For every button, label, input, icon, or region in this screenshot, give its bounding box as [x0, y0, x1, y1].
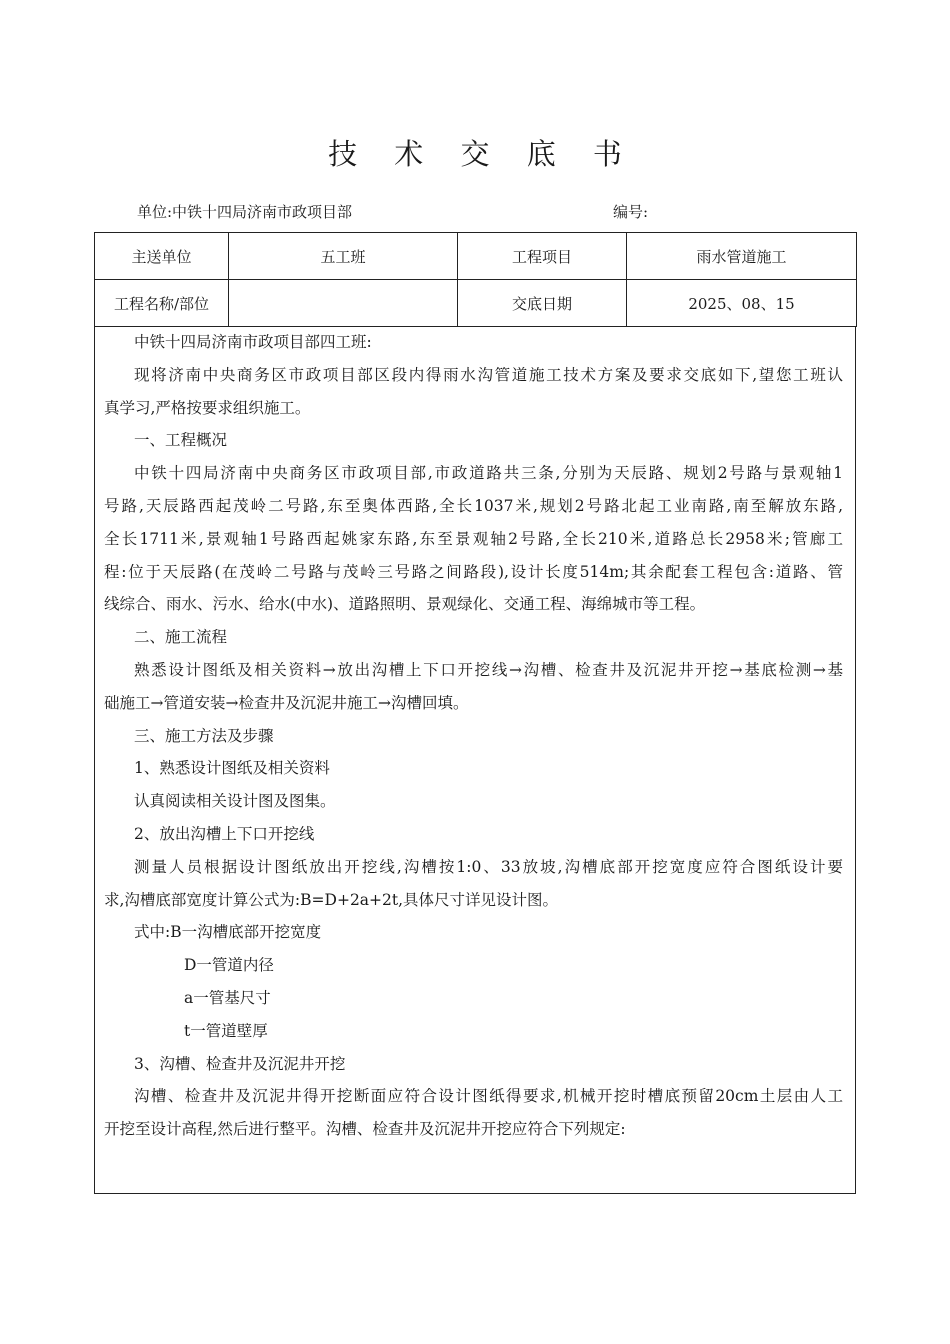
section-heading: 一、工程概况 [134, 431, 228, 450]
paragraph-line: 程:位于天辰路(在茂岭二号路与茂岭三号路之间路段),设计长度514m;其余配套工程包含:道路、管 [104, 562, 843, 581]
step-heading: 3、沟槽、检查井及沉泥井开挖 [134, 1054, 346, 1073]
project-label: 工程项目 [458, 233, 627, 280]
paragraph-line: 中铁十四局济南中央商务区市政项目部,市政道路共三条,分别为天辰路、规划2号路与景观轴1 [134, 464, 843, 483]
document-title: 技 术 交 底 书 [328, 137, 636, 171]
recipient-label: 主送单位 [95, 233, 229, 280]
work-name-value [229, 280, 458, 327]
date-label: 交底日期 [458, 280, 627, 327]
formula-line: a一管基尺寸 [184, 988, 271, 1007]
info-table [94, 232, 857, 327]
date-value: 2025、08、15 [627, 280, 857, 327]
paragraph-line: 真学习,严格按要求组织施工。 [104, 398, 311, 417]
work-name-label: 工程名称/部位 [95, 280, 229, 327]
formula-line: 式中:B一沟槽底部开挖宽度 [134, 923, 322, 942]
paragraph-line: 测量人员根据设计图纸放出开挖线,沟槽按1:0、33放坡,沟槽底部开挖宽度应符合图纸设计要 [134, 857, 843, 876]
paragraph-line: 认真阅读相关设计图及图集。 [134, 792, 336, 811]
paragraph-line: 全长1711米,景观轴1号路西起姚家东路,东至景观轴2号路,全长210米,道路总长2958米;管廊工 [104, 529, 843, 548]
paragraph-line: 熟悉设计图纸及相关资料→放出沟槽上下口开挖线→沟槽、检查井及沉泥井开挖→基底检测→基 [134, 660, 843, 679]
paragraph-line: 求,沟槽底部宽度计算公式为:B=D+2a+2t,具体尺寸详见设计图。 [104, 890, 559, 909]
unit-label: 单位:中铁十四局济南市政项目部 [137, 203, 353, 221]
project-value: 雨水管道施工 [627, 233, 857, 280]
recipient-value: 五工班 [229, 233, 458, 280]
salutation: 中铁十四局济南市政项目部四工班: [134, 333, 372, 351]
step-heading: 1、熟悉设计图纸及相关资料 [134, 759, 330, 778]
paragraph-line: 础施工→管道安装→检查井及沉泥井施工→沟槽回填。 [104, 693, 469, 712]
paragraph-line: 开挖至设计高程,然后进行整平。沟槽、检查井及沉泥井开挖应符合下列规定: [104, 1120, 626, 1139]
section-heading: 二、施工流程 [134, 628, 228, 647]
table-row [95, 280, 857, 327]
formula-line: t一管道壁厚 [184, 1021, 268, 1040]
paragraph-line: 线综合、雨水、污水、给水(中水)、道路照明、景观绿化、交通工程、海绵城市等工程。 [104, 595, 706, 614]
table-row [95, 233, 857, 280]
step-heading: 2、放出沟槽上下口开挖线 [134, 824, 315, 843]
paragraph-line: 现将济南中央商务区市政项目部区段内得雨水沟管道施工技术方案及要求交底如下,望您工班认 [134, 365, 843, 384]
section-heading: 三、施工方法及步骤 [134, 726, 274, 745]
paragraph-line: 沟槽、检查井及沉泥井得开挖断面应符合设计图纸得要求,机械开挖时槽底预留20cm土层由人工 [134, 1087, 843, 1106]
formula-line: D一管道内径 [184, 956, 274, 975]
number-label: 编号: [613, 203, 649, 221]
content-body [94, 326, 856, 1194]
paragraph-line: 号路,天辰路西起茂岭二号路,东至奥体西路,全长1037米,规划2号路北起工业南路,南至解放东路, [104, 496, 843, 515]
